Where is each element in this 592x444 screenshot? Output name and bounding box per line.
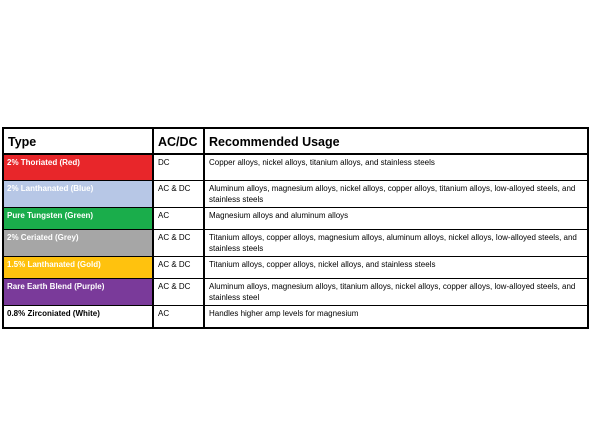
table-row	[3, 279, 588, 306]
type-cell: 2% Thoriated (Red)	[3, 154, 153, 181]
type-cell: Rare Earth Blend (Purple)	[3, 279, 153, 306]
usage-cell: Aluminum alloys, magnesium alloys, nickel alloys, copper alloys, titanium alloys, low-alloyed steels, and stainless steels	[204, 181, 588, 208]
table-row	[3, 154, 588, 181]
acdc-cell: AC	[153, 306, 204, 329]
usage-cell: Handles higher amp levels for magnesium	[204, 306, 588, 329]
acdc-cell: AC & DC	[153, 257, 204, 279]
table-row	[3, 230, 588, 257]
acdc-cell: DC	[153, 154, 204, 181]
type-cell: 1.5% Lanthanated (Gold)	[3, 257, 153, 279]
type-cell: 2% Ceriated (Grey)	[3, 230, 153, 257]
table-header-row	[3, 128, 588, 154]
header-recommended-usage: Recommended Usage	[204, 128, 588, 154]
usage-cell: Titanium alloys, copper alloys, magnesium alloys, aluminum alloys, nickel alloys, low-alloyed steels, and stainless steels	[204, 230, 588, 257]
table-row	[3, 257, 588, 279]
table-row	[3, 306, 588, 329]
type-cell: 2% Lanthanated (Blue)	[3, 181, 153, 208]
tungsten-electrode-table	[2, 127, 589, 329]
acdc-cell: AC	[153, 208, 204, 230]
usage-cell: Titanium alloys, copper alloys, nickel alloys, and stainless steels	[204, 257, 588, 279]
acdc-cell: AC & DC	[153, 279, 204, 306]
header-acdc: AC/DC	[153, 128, 204, 154]
type-cell: Pure Tungsten (Green)	[3, 208, 153, 230]
usage-cell: Copper alloys, nickel alloys, titanium alloys, and stainless steels	[204, 154, 588, 181]
table-row	[3, 181, 588, 208]
acdc-cell: AC & DC	[153, 230, 204, 257]
type-cell: 0.8% Zirconiated (White)	[3, 306, 153, 329]
table-row	[3, 208, 588, 230]
header-type: Type	[3, 128, 153, 154]
usage-cell: Magnesium alloys and aluminum alloys	[204, 208, 588, 230]
acdc-cell: AC & DC	[153, 181, 204, 208]
usage-cell: Aluminum alloys, magnesium alloys, titanium alloys, nickel alloys, copper alloys, low-alloyed steels, and stainless steel	[204, 279, 588, 306]
